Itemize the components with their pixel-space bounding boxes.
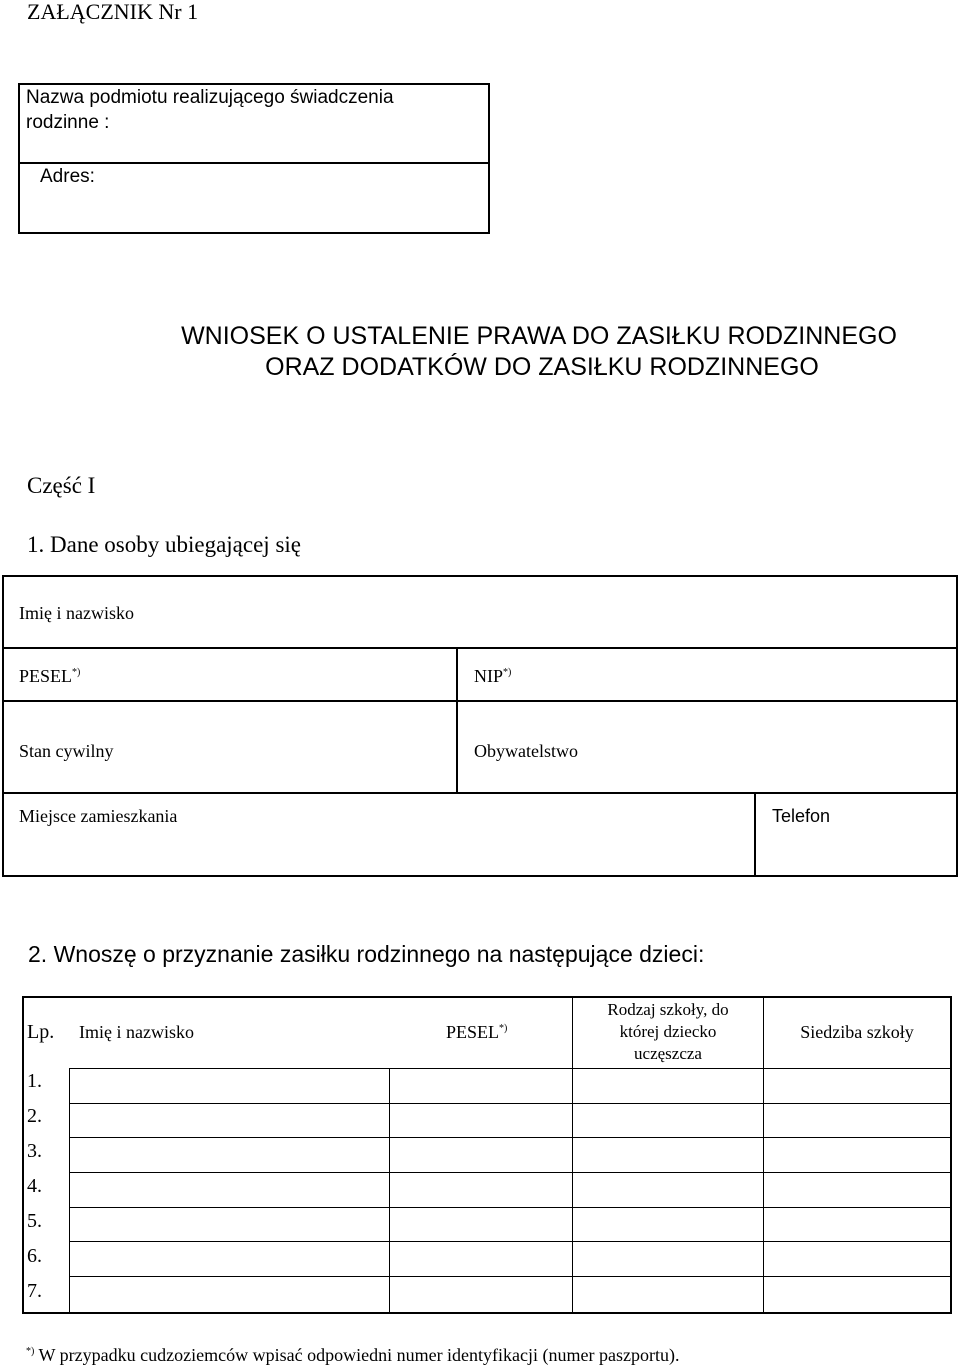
table-row-number: 5. xyxy=(27,1210,42,1232)
table-row-number: 4. xyxy=(27,1175,42,1197)
footnote-mark: *) xyxy=(499,1023,508,1034)
citizenship-field[interactable] xyxy=(458,702,956,792)
col-header-school-type-line2: której dziecko xyxy=(619,1022,717,1041)
full-name-label: Imię i nazwisko xyxy=(19,603,134,623)
col-header-school-type-line3: uczęszcza xyxy=(634,1044,702,1063)
table-row-number: 3. xyxy=(27,1140,42,1162)
phone-field[interactable] xyxy=(756,794,956,875)
footnote-mark: *) xyxy=(503,667,512,678)
col-header-pesel: PESEL xyxy=(446,1022,500,1042)
col-header-name: Imię i nazwisko xyxy=(79,1022,194,1042)
marital-status-field[interactable] xyxy=(4,702,456,792)
marital-status-label: Stan cywilny xyxy=(19,741,114,761)
col-header-school-seat: Siedziba szkoły xyxy=(800,1022,914,1042)
annex-label: ZAŁĄCZNIK Nr 1 xyxy=(27,0,199,24)
pesel-label: PESEL xyxy=(19,666,73,686)
part-label: Część I xyxy=(27,473,96,498)
table-row-number: 7. xyxy=(27,1280,42,1302)
entity-address-label: Adres: xyxy=(40,166,95,187)
form-title-line2: ORAZ DODATKÓW DO ZASIŁKU RODZINNEGO xyxy=(265,353,819,381)
citizenship-label: Obywatelstwo xyxy=(474,741,578,761)
entity-name-label-line1: Nazwa podmiotu realizującego świadczenia xyxy=(26,87,394,108)
form-title-line1: WNIOSEK O USTALENIE PRAWA DO ZASIŁKU RODZINNEGO xyxy=(181,322,897,350)
section1-heading: 1. Dane osoby ubiegającej się xyxy=(27,532,301,557)
table-row-number: 1. xyxy=(27,1070,42,1092)
nip-label: NIP xyxy=(474,666,504,686)
col-header-school-type-line1: Rodzaj szkoły, do xyxy=(607,1000,729,1019)
pesel-field[interactable] xyxy=(4,649,456,700)
footnote xyxy=(26,1344,679,1366)
footnote-mark: *) xyxy=(72,667,81,678)
footnote-text: W przypadku cudzoziemców wpisać odpowiedni numer identyfikacji (numer paszportu). xyxy=(34,1345,680,1365)
residence-label: Miejsce zamieszkania xyxy=(19,806,178,826)
footnote-mark: *) xyxy=(26,1346,35,1357)
table-row-number: 2. xyxy=(27,1105,42,1127)
nip-field[interactable] xyxy=(458,649,956,700)
table-row-number: 6. xyxy=(27,1245,42,1267)
residence-field[interactable] xyxy=(4,794,754,875)
phone-label: Telefon xyxy=(772,806,831,826)
entity-name-label-line2: rodzinne : xyxy=(26,112,110,133)
full-name-field[interactable] xyxy=(4,577,956,647)
col-header-lp: Lp. xyxy=(27,1021,55,1043)
section2-heading: 2. Wnoszę o przyznanie zasiłku rodzinnego na następujące dzieci: xyxy=(28,941,705,967)
